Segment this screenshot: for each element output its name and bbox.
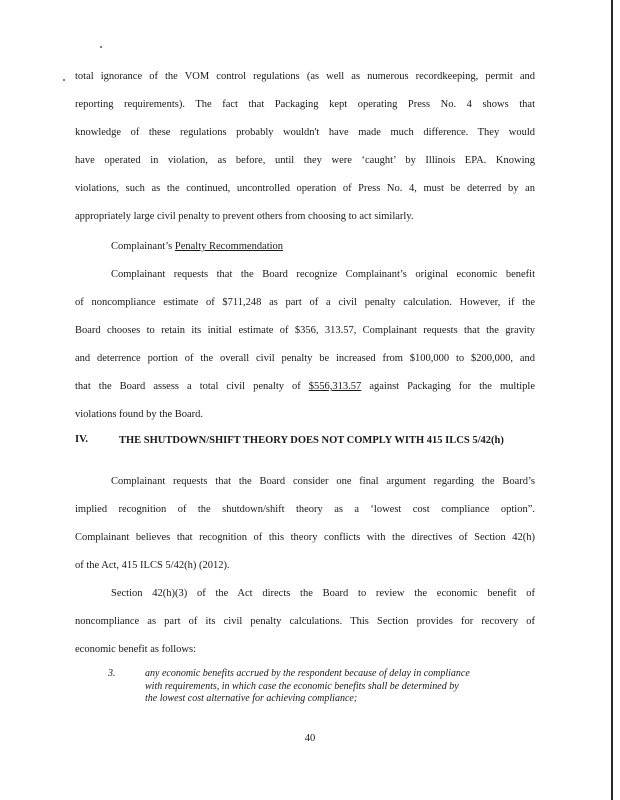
paragraph-section-42h3 — [75, 580, 535, 664]
text-line: economic benefit as follows: — [75, 644, 197, 655]
scan-edge-line — [611, 0, 613, 800]
page-number: 40 — [304, 733, 316, 744]
text-line: violations, such as the continued, uncontrolled operation of Press No. 4, must be deterred by an — [75, 183, 535, 194]
subheading-underlined: Penalty Recommendation — [174, 241, 284, 252]
text-line: of noncompliance estimate of $711,248 as part of a civil penalty calculation. However, if the — [75, 297, 535, 308]
quote-line: with requirements, in which case the economic benefits shall be determined by — [145, 680, 459, 692]
text-line: reporting requirements). The fact that Packaging kept operating Press No. 4 shows that — [75, 99, 535, 110]
subheading-penalty-recommendation — [75, 233, 535, 261]
text-line: noncompliance as part of its civil penalty calculations. This Section provides for recovery of — [75, 616, 535, 627]
text-line: Complainant requests that the Board recognize Complainant’s original economic benefit — [111, 269, 535, 280]
text-line: knowledge of these regulations probably wouldn't have made much difference. They would — [75, 127, 535, 138]
quote-line: the lowest cost alternative for achieving compliance; — [145, 693, 358, 704]
text-line: Section 42(h)(3) of the Act directs the Board to review the economic benefit of — [111, 588, 535, 599]
scan-speck — [100, 46, 102, 48]
section-title: THE SHUTDOWN/SHIFT THEORY DOES NOT COMPLY WITH 415 ILCS 5/42(h) — [119, 435, 504, 446]
text-line: total ignorance of the VOM control regulations (as well as numerous recordkeeping, permit and — [75, 71, 535, 82]
paragraph-final-argument — [75, 468, 535, 580]
text-line: Complainant requests that the Board consider one final argument regarding the Board’s — [111, 476, 535, 487]
quote-line: any economic benefits accrued by the respondent because of delay in compliance — [145, 668, 470, 679]
text-line: have operated in violation, as before, until they were ‘caught’ by Illinois EPA. Knowing — [75, 155, 535, 166]
text-line — [75, 373, 535, 401]
text-line: and deterrence portion of the overall civil penalty be increased from $100,000 to $200,000, and — [75, 353, 535, 364]
section-number: IV. — [75, 434, 88, 445]
text-line: Complainant believes that recognition of this theory conflicts with the directives of Section 42(h) — [75, 532, 535, 543]
subheading-prefix: Complainant’s — [111, 241, 175, 252]
quote-number: 3. — [108, 668, 116, 679]
penalty-amount: $556,313.57 — [308, 381, 362, 392]
text-fragment: against Packaging for the multiple — [361, 381, 535, 392]
paragraph-knowing-violations — [75, 63, 535, 231]
text-fragment: that the Board assess a total civil penalty of — [75, 381, 309, 392]
text-line: Board chooses to retain its initial estimate of $356, 313.57, Complainant requests that the gravity — [75, 325, 535, 336]
scan-speck — [63, 79, 65, 81]
text-line: of the Act, 415 ILCS 5/42(h) (2012). — [75, 560, 230, 571]
text-line: violations found by the Board. — [75, 409, 204, 420]
text-line: appropriately large civil penalty to prevent others from choosing to act similarly. — [75, 211, 414, 222]
quote-text — [145, 668, 538, 706]
text-line: implied recognition of the shutdown/shift theory as a ‘lowest cost compliance option”. — [75, 504, 535, 515]
paragraph-penalty-request — [75, 261, 535, 429]
